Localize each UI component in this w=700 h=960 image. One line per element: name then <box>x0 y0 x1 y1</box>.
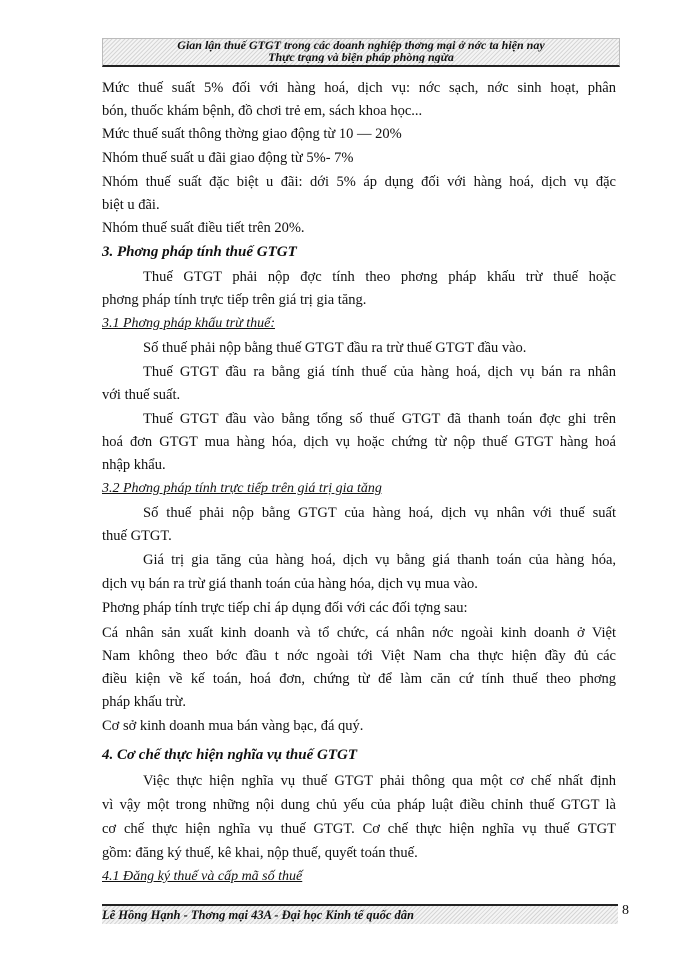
text-line: Mức thuế suất thông thờng giao động từ 10 — 20% <box>102 126 402 142</box>
text-line: biệt u đãi. <box>102 197 160 213</box>
page-footer <box>102 904 618 924</box>
header-subtitle: Thực trạng và biện pháp phòng ngừa <box>268 51 454 63</box>
text-line: gồm: đăng ký thuế, kê khai, nộp thuế, quyết toán thuế. <box>102 845 418 861</box>
text-line: Nhóm thuế suất đặc biệt u đãi: dới 5% áp dụng đối với hàng hoá, dịch vụ đặc <box>102 174 616 190</box>
text-line: bón, thuốc khám bệnh, đồ chơi trẻ em, sách khoa học... <box>102 103 423 119</box>
text-line: phơng pháp tính trực tiếp trên giá trị gia tăng. <box>102 292 367 308</box>
text-line: thuế GTGT. <box>102 528 172 544</box>
text-line: Cá nhân sản xuất kinh doanh và tổ chức, cá nhân nớc ngoài kinh doanh ở Việt <box>102 625 616 641</box>
footer-author: Lê Hồng Hạnh - Thơng mại 43A - Đại học Kinh tế quốc dân <box>102 908 414 922</box>
text-line: Giá trị gia tăng của hàng hoá, dịch vụ bằng giá thanh toán của hàng hóa, <box>143 552 616 568</box>
text-line: Số thuế phải nộp bằng thuế GTGT đầu ra trừ thuế GTGT đầu vào. <box>143 340 527 356</box>
text-line: Nhóm thuế suất u đãi giao động từ 5%- 7% <box>102 150 354 166</box>
section-heading-4: 4. Cơ chế thực hiện nghĩa vụ thuế GTGT <box>102 747 357 763</box>
text-line: dịch vụ bán ra trừ giá thanh toán của hàng hóa, dịch vụ mua vào. <box>102 576 478 592</box>
text-line: Thuế GTGT đầu vào bằng tổng số thuế GTGT đã thanh toán đợc ghi trên <box>143 411 616 427</box>
text-line: Phơng pháp tính trực tiếp chỉ áp dụng đối với các đối tợng sau: <box>102 600 468 616</box>
text-line: Mức thuế suất 5% đối với hàng hoá, dịch vụ: nớc sạch, nớc sinh hoạt, phân <box>102 80 616 96</box>
page-header <box>102 38 620 67</box>
subsection-heading-3-1: 3.1 Phơng pháp khấu trừ thuế: <box>102 316 275 331</box>
text-line: với thuế suất. <box>102 387 181 403</box>
text-line: Thuế GTGT phải nộp đợc tính theo phơng pháp khấu trừ thuế hoặc <box>143 269 616 285</box>
text-line: điều kiện về kế toán, hoá đơn, chứng từ để làm căn cứ tính thuế theo phơng <box>102 671 616 687</box>
text-line: pháp khấu trừ. <box>102 694 186 710</box>
text-line: hoá đơn GTGT mua hàng hóa, dịch vụ hoặc chứng từ nộp thuế GTGT hàng hoá <box>102 434 616 450</box>
section-heading-3: 3. Phơng pháp tính thuế GTGT <box>102 244 297 260</box>
text-line: nhập khẩu. <box>102 457 166 473</box>
subsection-heading-3-2: 3.2 Phơng pháp tính trực tiếp trên giá trị gia tăng <box>102 481 382 496</box>
header-title: Gian lận thuế GTGT trong các doanh nghiệp thơng mại ở nớc ta hiện nay <box>177 39 545 52</box>
text-line: Nam không theo bớc đầu t nớc ngoài tới Việt Nam cha thực hiện đầy đủ các <box>102 648 616 664</box>
text-line: Cơ sở kinh doanh mua bán vàng bạc, đá quý. <box>102 718 364 734</box>
text-line: cơ chế thực hiện nghĩa vụ thuế GTGT. Cơ chế thực hiện nghĩa vụ thuế GTGT <box>102 821 616 837</box>
text-line: Việc thực hiện nghĩa vụ thuế GTGT phải thông qua một cơ chế nhất định <box>143 773 616 789</box>
text-line: vì vậy một trong những nội dung chủ yếu của pháp luật điều chỉnh thuế GTGT là <box>102 797 616 813</box>
text-line: Thuế GTGT đầu ra bằng giá tính thuế của hàng hoá, dịch vụ bán ra nhân <box>143 364 616 380</box>
page-number: 8 <box>622 903 629 918</box>
text-line: Nhóm thuế suất điều tiết trên 20%. <box>102 220 305 236</box>
text-line: Số thuế phải nộp bằng GTGT của hàng hoá, dịch vụ nhân với thuế suất <box>143 505 616 521</box>
subsection-heading-4-1: 4.1 Đăng ký thuế và cấp mã số thuế <box>102 869 303 884</box>
